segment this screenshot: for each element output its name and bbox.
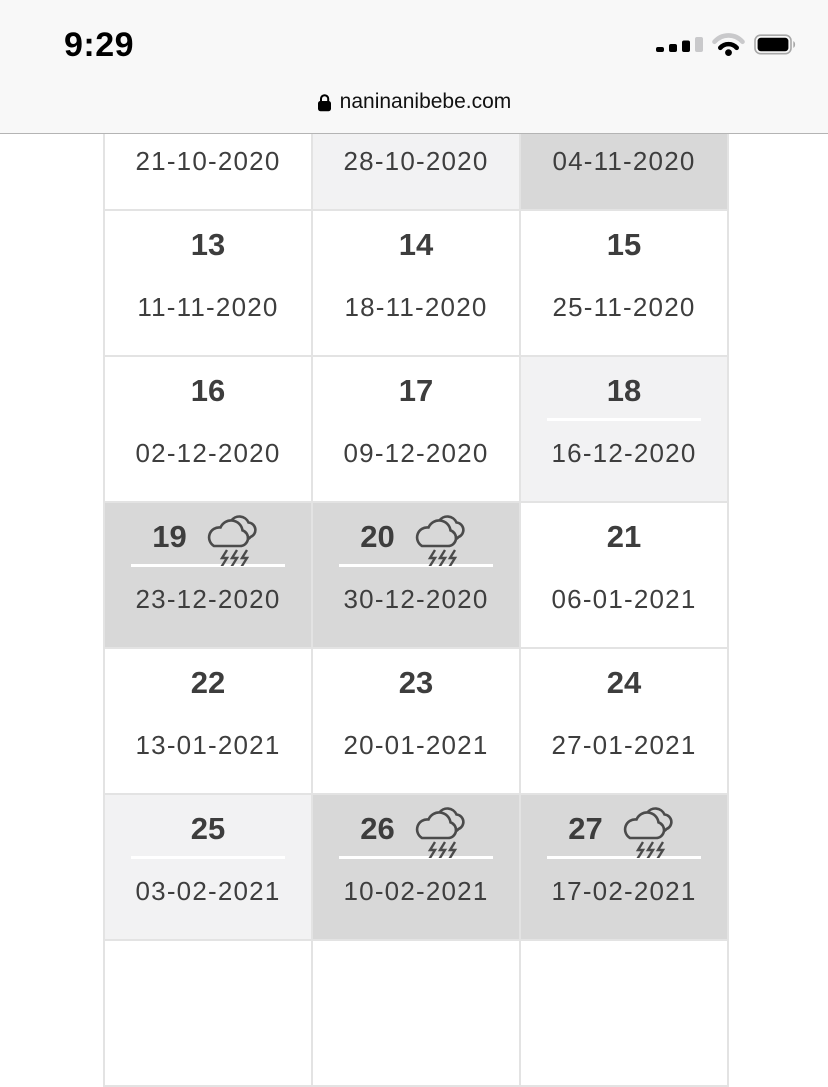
week-number: 18 [606, 373, 642, 408]
week-number-row [105, 225, 311, 265]
cell-divider [339, 272, 493, 275]
week-number: 25 [190, 811, 226, 846]
week-number-row [521, 955, 727, 995]
week-date: 13-01-2021 [135, 730, 281, 760]
storm-cloud-icon [616, 800, 680, 858]
status-time: 9:29 [64, 26, 135, 64]
week-number-row [521, 371, 727, 411]
week-cell [312, 648, 520, 794]
address-bar[interactable] [0, 88, 828, 116]
week-number: 19 [152, 519, 187, 554]
status-icons [656, 32, 797, 56]
week-number-row [521, 517, 727, 557]
week-cell [104, 794, 312, 940]
week-number-row [105, 517, 311, 557]
storm-cloud-icon [408, 508, 472, 566]
wifi-icon [712, 32, 745, 56]
week-number: 23 [398, 665, 434, 700]
cell-divider [339, 418, 493, 421]
week-cell [312, 794, 520, 940]
cellular-signal-icon [656, 37, 703, 52]
week-cell [312, 502, 520, 648]
week-date: 04-11-2020 [552, 146, 696, 176]
week-number-row [313, 809, 519, 849]
cell-divider [131, 1002, 285, 1005]
week-date: 28-10-2020 [343, 146, 489, 176]
week-cell [520, 356, 728, 502]
week-date: 09-12-2020 [343, 438, 489, 468]
weeks-table [103, 63, 729, 1087]
table-row [104, 210, 728, 356]
week-number-row [105, 955, 311, 995]
table-row [104, 648, 728, 794]
week-number-row [521, 225, 727, 265]
week-number: 15 [606, 227, 642, 262]
cell-divider [131, 418, 285, 421]
cell-divider [339, 1002, 493, 1005]
week-number: 16 [190, 373, 226, 408]
week-cell [104, 502, 312, 648]
week-number-row [521, 809, 727, 849]
week-date: 06-01-2021 [551, 584, 697, 614]
cell-divider [131, 856, 285, 859]
cell-divider [339, 710, 493, 713]
cell-divider [547, 564, 701, 567]
week-cell [520, 794, 728, 940]
week-date: 25-11-2020 [552, 292, 696, 322]
week-date: 11-11-2020 [137, 292, 279, 322]
week-number: 20 [360, 519, 395, 554]
address-bar-domain: naninanibebe.com [339, 90, 512, 113]
week-cell [104, 940, 312, 1086]
table-row [104, 940, 728, 1086]
week-number: 27 [568, 811, 603, 846]
week-cell [312, 940, 520, 1086]
lock-icon [317, 92, 332, 112]
week-number: 13 [190, 227, 226, 262]
week-cell [104, 648, 312, 794]
week-number-row [105, 663, 311, 703]
week-date: 20-01-2021 [343, 730, 489, 760]
week-number-row [313, 663, 519, 703]
week-number-row [313, 371, 519, 411]
week-date: 23-12-2020 [135, 584, 281, 614]
week-cell [312, 210, 520, 356]
week-number-row [313, 225, 519, 265]
cell-divider [131, 710, 285, 713]
week-cell [520, 210, 728, 356]
week-cell [104, 356, 312, 502]
week-cell [104, 210, 312, 356]
week-date: 02-12-2020 [135, 438, 281, 468]
cell-divider [547, 710, 701, 713]
week-date: 21-10-2020 [135, 146, 281, 176]
week-cell [520, 502, 728, 648]
week-cell [520, 940, 728, 1086]
week-date: 03-02-2021 [135, 876, 281, 906]
week-date: 27-01-2021 [551, 730, 697, 760]
week-number: 26 [360, 811, 395, 846]
week-date: 16-12-2020 [551, 438, 697, 468]
week-number-row [105, 371, 311, 411]
week-number: 22 [190, 665, 226, 700]
cell-divider [547, 418, 701, 421]
week-date: 18-11-2020 [344, 292, 488, 322]
week-cell [312, 356, 520, 502]
storm-cloud-icon [200, 508, 264, 566]
week-date: 17-02-2021 [551, 876, 697, 906]
cell-divider [131, 272, 285, 275]
week-number: 24 [606, 665, 642, 700]
week-number: 14 [398, 227, 434, 262]
battery-icon [754, 34, 797, 55]
week-number: 21 [606, 519, 642, 554]
table-row [104, 356, 728, 502]
week-date: 10-02-2021 [343, 876, 489, 906]
table-row [104, 502, 728, 648]
week-number-row [105, 809, 311, 849]
cell-divider [547, 1002, 701, 1005]
browser-chrome [0, 0, 828, 134]
week-number: 17 [398, 373, 434, 408]
week-date: 30-12-2020 [343, 584, 489, 614]
storm-cloud-icon [408, 800, 472, 858]
table-row [104, 794, 728, 940]
week-cell [520, 648, 728, 794]
week-number-row [313, 955, 519, 995]
week-number-row [313, 517, 519, 557]
cell-divider [547, 272, 701, 275]
week-number-row [521, 663, 727, 703]
